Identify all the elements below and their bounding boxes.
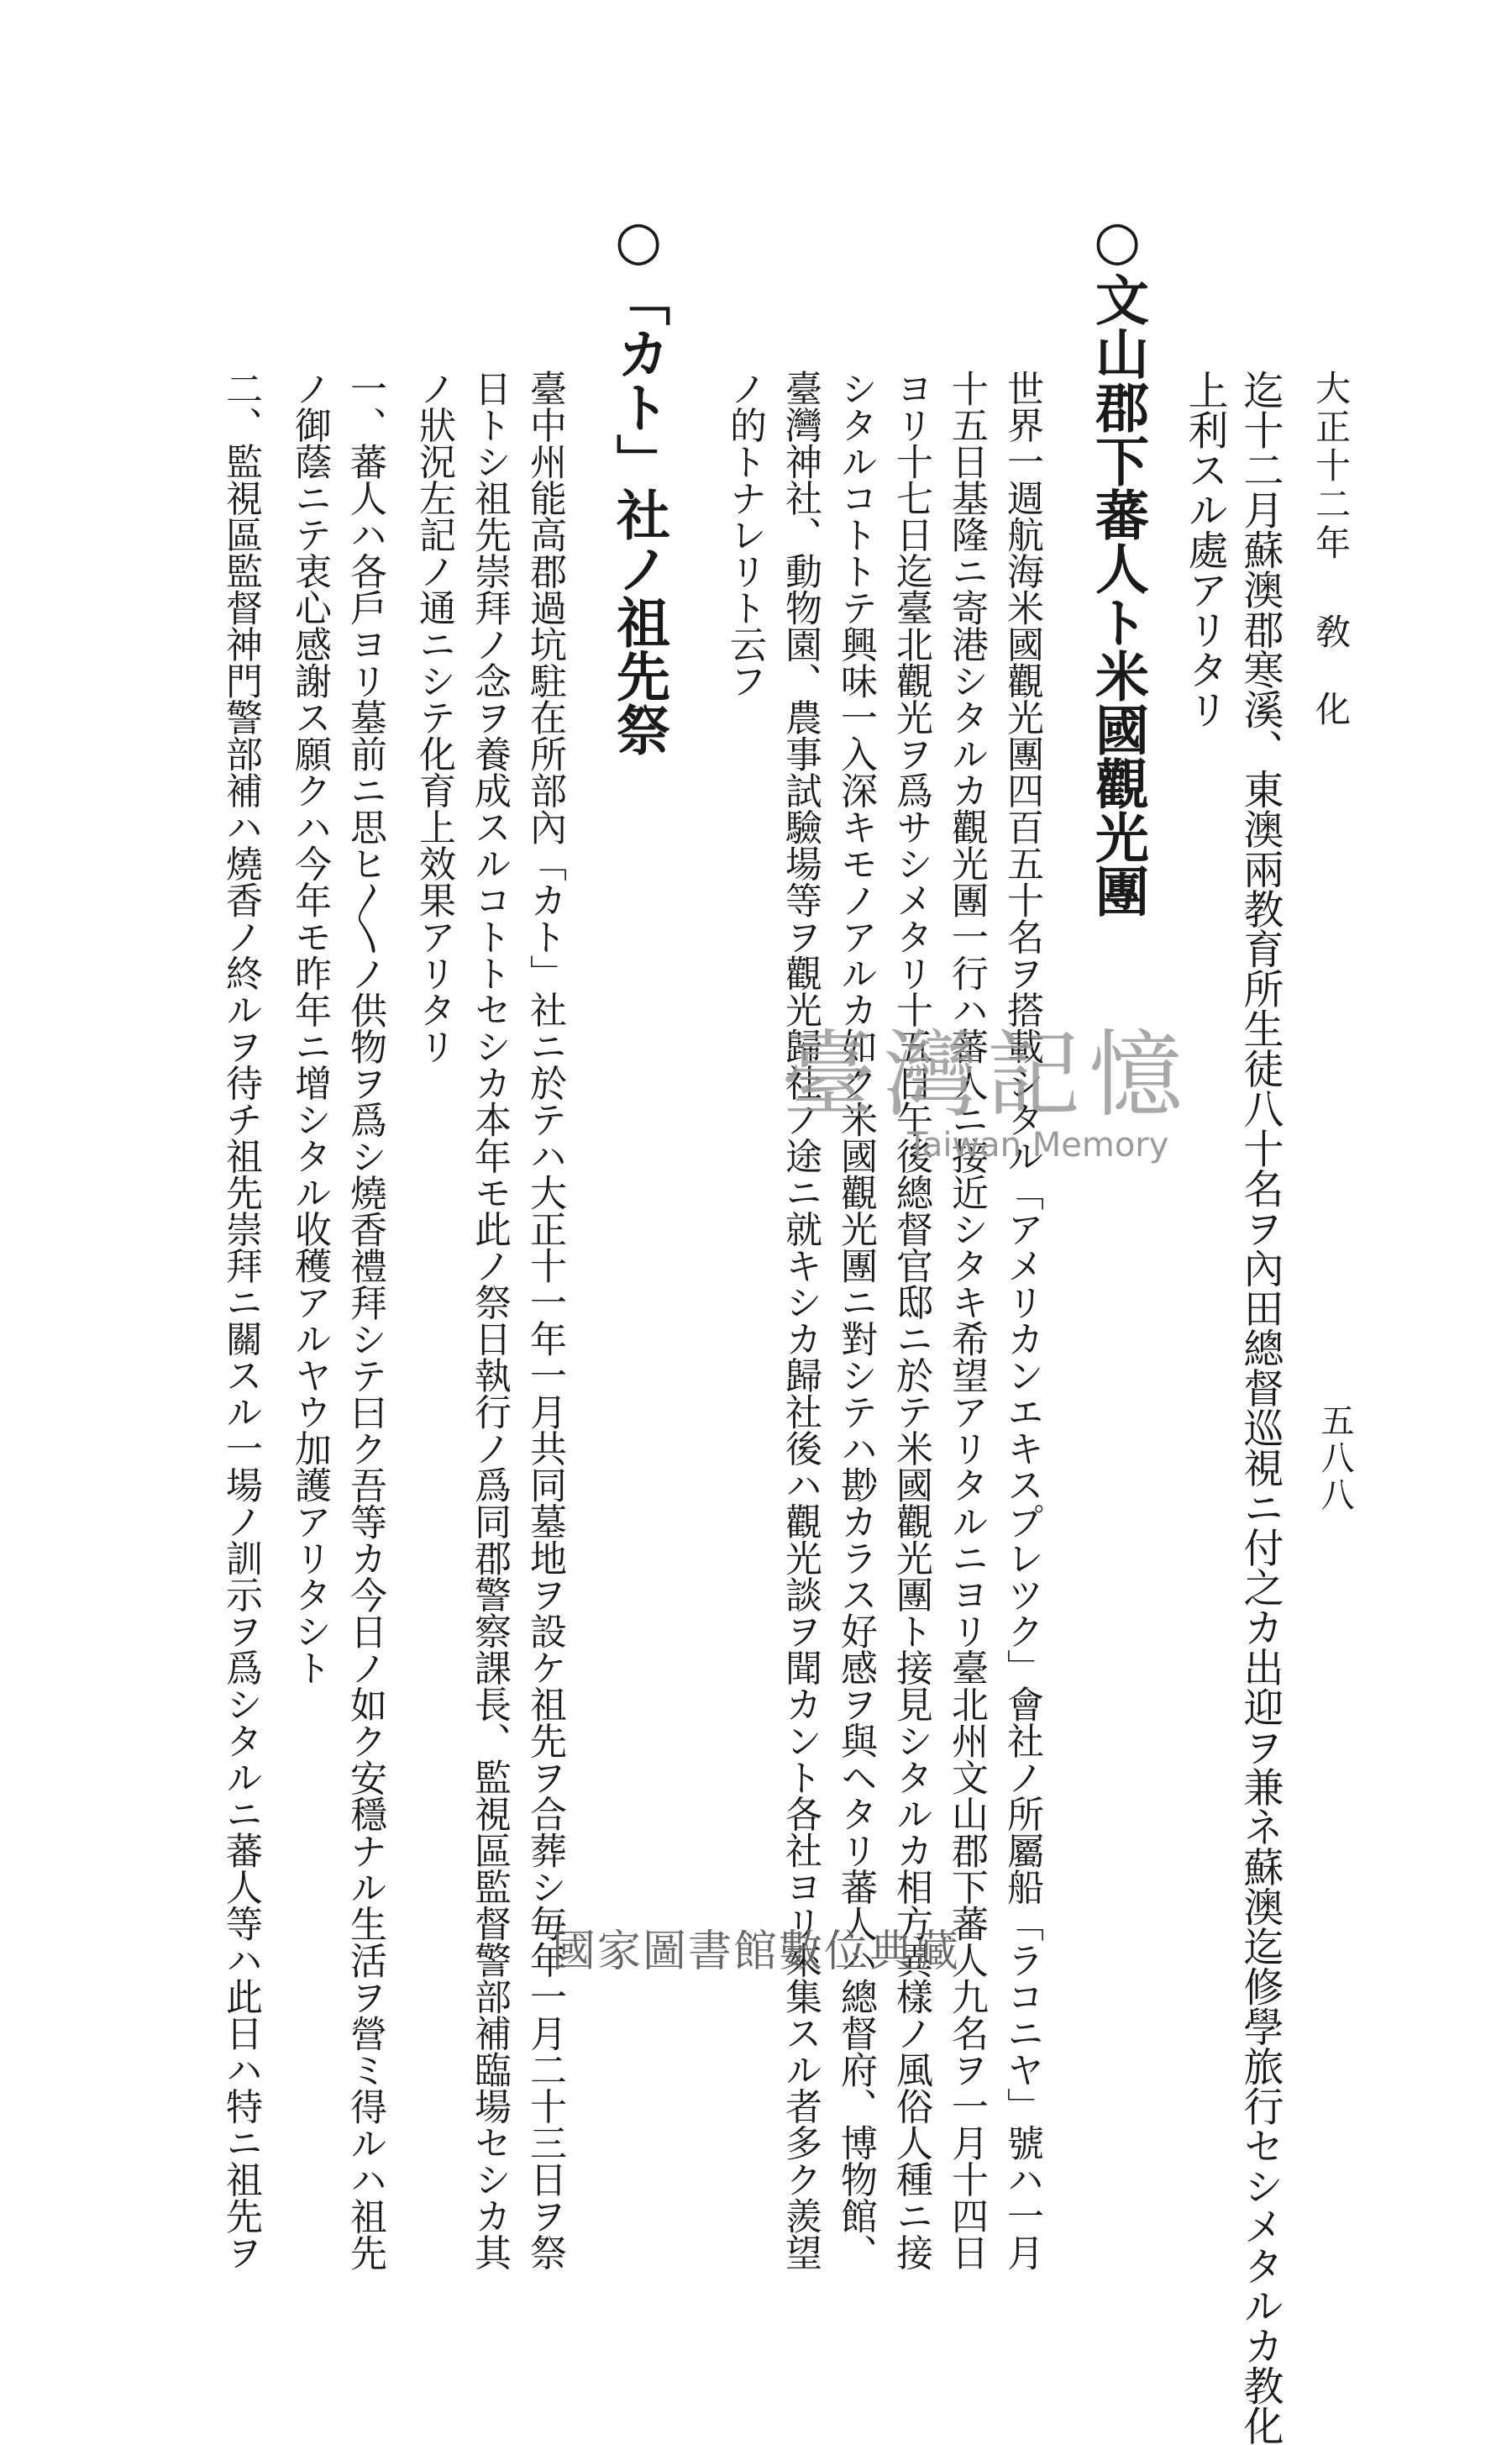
text-column-14: 二、監視區監督神門警部補ハ燒香ノ終ルヲ待チ祖先崇拜ニ關スル一場ノ訓示ヲ爲シタルニ蕃人等ハ此日ハ特ニ祖先ヲ [219,370,262,2270]
text-column-4: 十五日基隆ニ寄港シタルカ觀光團一行ハ蕃人ニ接近シタキ希望アリタルニヨリ臺北州文山郡下蕃人九名ヲ一月十四日 [945,370,988,2270]
watermark-logo-text: 臺灣記憶 [781,1021,1191,1130]
text-column-10: 日トシ祖先崇拜ノ念ヲ養成スルコトトセシカ本年モ此ノ祭日執行ノ爲同郡警察課長、監視區監督警部補臨場セシカ其 [468,370,511,2270]
running-title: 大正十二年 [1310,370,1352,563]
text-column-1: 迄十二月蘇澳郡寒溪、東澳兩教育所生徒八十名ヲ內田總督巡視ニ付之カ出迎ヲ兼ネ蘇澳迄修學旅行セシメタルカ教化 [1236,370,1284,2445]
text-column-8: ノ的トナレリト云フ [723,370,766,699]
text-column-7: 臺灣神社、動物園、農事試驗場等ヲ觀光歸社ノ途ニ就キシカ歸社後ハ觀光談ヲ聞カント各社ヨリ來集スル者多ク羨望 [779,370,822,2270]
text-column-2: 上利スル處アリタリ [1181,370,1228,729]
text-column-13: ノ御蔭ニテ衷心感謝ス願クハ今年モ昨年ニ增シタル收穫アルヤウ加護アリタシト [288,370,331,1685]
text-column-5: ヨリ十七日迄臺北觀光ヲ爲サシメタリ十五日午後總督官邸ニ於テ米國觀光團ト接見シタルカ相方異樣ノ風俗人種ニ接 [890,370,932,2270]
text-column-6: シタルコトトテ興味一入深キモノアルカ如ク米國觀光團ニ對シテハ尠カラス好感ヲ與ヘタリ蕃人ハ總督府、博物館、 [834,370,877,2270]
running-head [1310,370,1351,729]
page-number: 五八八 [1315,1403,1354,1514]
section-heading-2: ○「カト」社ノ祖先祭 [607,210,669,756]
watermark-subtitle: Taiwan Memory [907,1126,1169,1165]
text-column-12: 一、蕃人ハ各戶ヨリ墓前ニ思ヒ〳〵ノ供物ヲ爲シ燒香禮拜シテ曰ク吾等カ今日ノ如ク安穩ナル生活ヲ營ミ得ルハ祖先 [344,370,386,2271]
text-column-9: 臺中州能高郡過坑駐在所部內「カト」社ニ於テハ大正十一年一月共同墓地ヲ設ケ祖先ヲ合葬シ毎年一月二十三日ヲ祭 [523,370,566,2270]
text-column-3: 世界一週航海米國觀光團四百五十名ヲ搭載シタル「アメリカンエキスプレツク」會社ノ所屬船「ラコニヤ」號ハ一月 [1000,370,1043,2270]
archive-footer: 國家圖書館數位典藏 [551,1927,960,1977]
section-title: 敎 化 [1310,613,1352,729]
section-heading-1: ○文山郡下蕃人ト米國觀光團 [1086,210,1148,918]
text-column-11: ノ狀況左記ノ通ニシテ化育上效果アリタリ [412,370,455,1065]
